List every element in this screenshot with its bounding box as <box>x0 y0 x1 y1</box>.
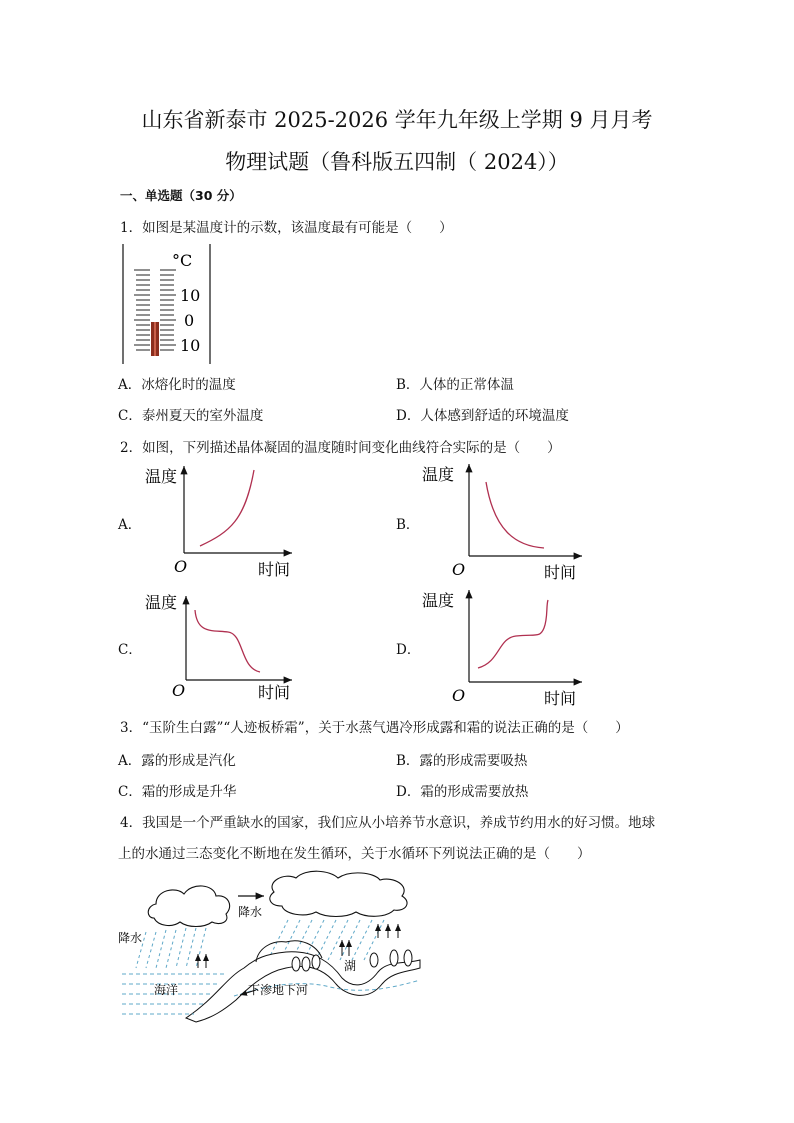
q1-option-a[interactable]: A．冰熔化时的温度 <box>118 377 236 393</box>
q2-option-b-letter[interactable]: B． <box>396 517 420 533</box>
small-cloud-icon <box>148 886 229 927</box>
q2-graph-b-ylabel: 温度 <box>422 465 455 484</box>
q2-graph-b-curve <box>486 482 544 548</box>
q2-graph-c-ylabel: 温度 <box>145 593 178 612</box>
large-cloud-icon <box>270 871 407 916</box>
q2-option-a-letter[interactable]: A． <box>118 517 142 533</box>
label-underground-river: 下渗地下河 <box>248 983 309 997</box>
label-rain-top: 降水 <box>238 905 263 919</box>
q2-graph-b-origin: O <box>452 560 466 579</box>
q2-graph-d-origin: O <box>452 686 466 705</box>
q2-option-c-letter[interactable]: C． <box>118 642 142 658</box>
q2-graph-a-ylabel: 温度 <box>145 467 178 486</box>
q3-option-a[interactable]: A．露的形成是汽化 <box>118 753 236 769</box>
q2-graph-d-curve <box>478 600 548 668</box>
q2-graph-c-curve <box>195 610 260 672</box>
q2-graph-a-curve <box>200 470 254 546</box>
page-title-line2: 物理试题（鲁科版五四制（ 2024）） <box>225 150 569 174</box>
q2-graph-c-xlabel: 时间 <box>258 683 291 702</box>
question-4-stem-line1: 4．我国是一个严重缺水的国家，我们应从小培养节水意识，养成节约用水的好习惯。地球 <box>120 815 656 831</box>
question-4-stem-line2: 上的水通过三态变化不断地在发生循环，关于水循环下列说法正确的是（ ） <box>118 846 591 862</box>
water-cycle-figure <box>116 868 432 1024</box>
page-title-line1: 山东省新泰市 2025-2026 学年九年级上学期 9 月月考 <box>141 108 653 132</box>
rain-left <box>136 928 206 968</box>
q3-option-d[interactable]: D．霜的形成需要放热 <box>396 784 529 800</box>
question-2-stem: 2．如图，下列描述晶体凝固的温度随时间变化曲线符合实际的是（ ） <box>120 440 561 456</box>
question-1-stem: 1．如图是某温度计的示数，该温度最有可能是（ ） <box>120 220 453 236</box>
label-ocean: 海洋 <box>154 983 179 997</box>
thermometer-figure <box>118 242 216 366</box>
tick-label-10-lower: 10 <box>180 336 201 355</box>
q2-graph-d[interactable] <box>420 586 590 710</box>
q2-graph-c[interactable] <box>140 588 300 706</box>
q2-graph-a[interactable] <box>140 460 300 580</box>
q2-graph-d-ylabel: 温度 <box>422 591 455 610</box>
tick-label-0: 0 <box>184 311 195 330</box>
q2-graph-b-xlabel: 时间 <box>544 563 577 582</box>
q2-option-d-letter[interactable]: D． <box>396 642 421 658</box>
q1-option-b[interactable]: B．人体的正常体温 <box>396 377 514 393</box>
q3-option-b[interactable]: B．露的形成需要吸热 <box>396 753 528 769</box>
q3-option-c[interactable]: C．霜的形成是升华 <box>118 784 237 800</box>
q2-graph-a-origin: O <box>174 557 188 576</box>
label-rain-left: 降水 <box>118 931 143 945</box>
thermometer-unit: °C <box>172 251 193 270</box>
label-lake: 湖 <box>344 959 357 973</box>
q2-graph-c-origin: O <box>172 681 186 700</box>
q1-option-d[interactable]: D．人体感到舒适的环境温度 <box>396 408 569 424</box>
q2-graph-b[interactable] <box>420 460 590 584</box>
q1-option-c[interactable]: C．泰州夏天的室外温度 <box>118 408 264 424</box>
q2-graph-d-xlabel: 时间 <box>544 689 577 708</box>
section-heading: 一、单选题（30 分） <box>120 188 242 203</box>
tick-label-10-upper: 10 <box>180 286 201 305</box>
q2-graph-a-xlabel: 时间 <box>258 560 291 579</box>
question-3-stem: 3．“玉阶生白露”“人迹板桥霜”，关于水蒸气遇冷形成露和霜的说法正确的是（ ） <box>120 720 629 736</box>
